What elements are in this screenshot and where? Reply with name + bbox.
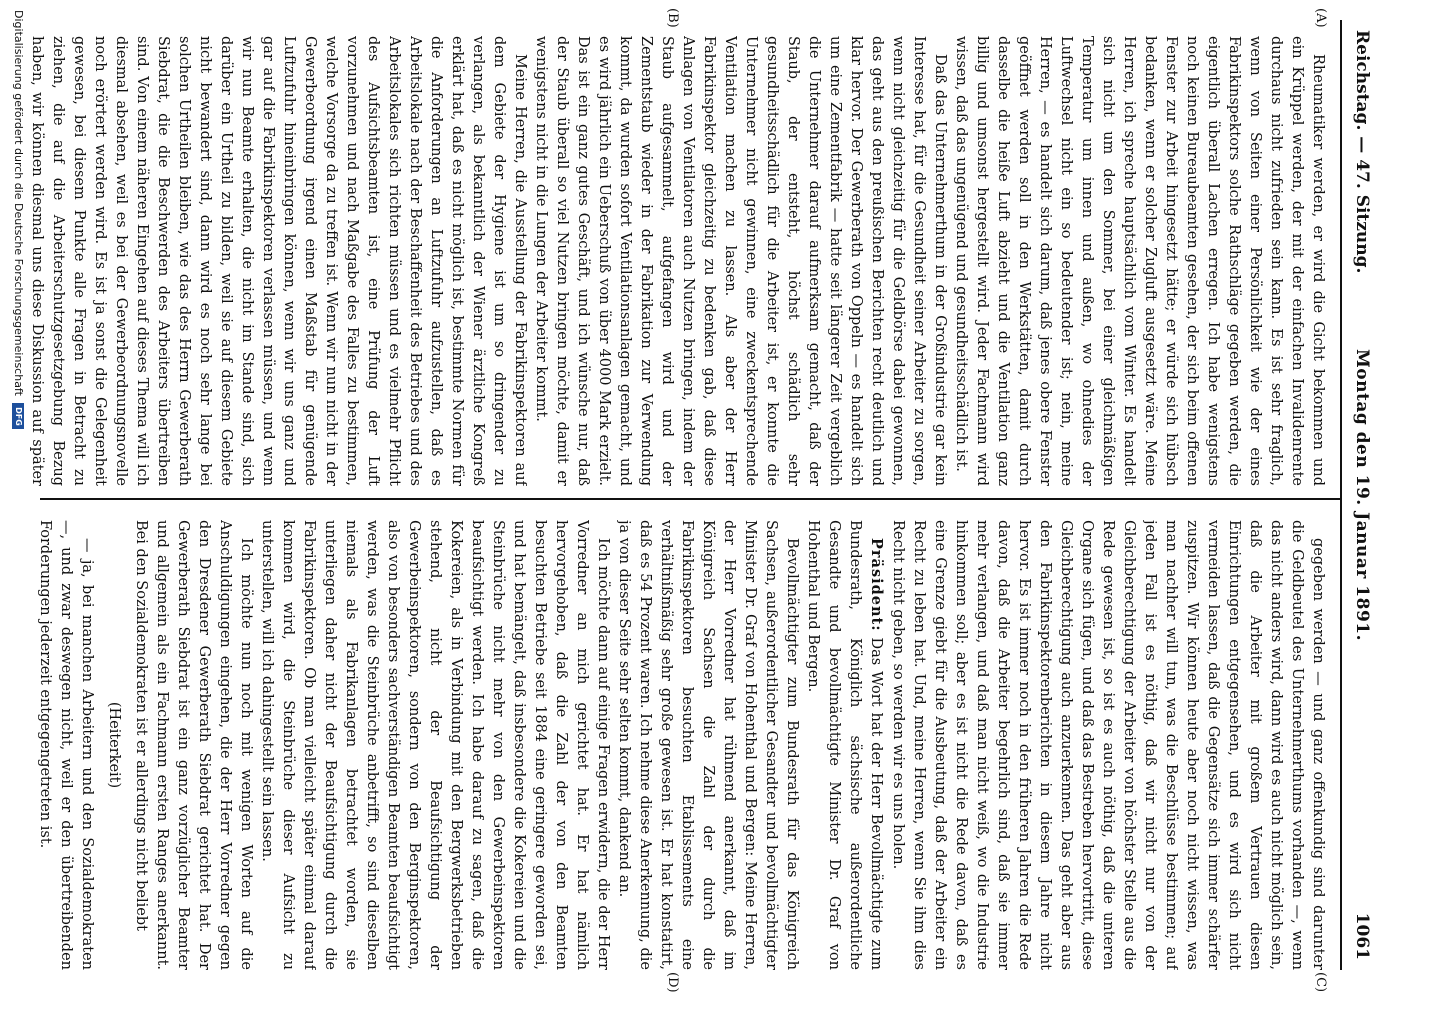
header-session-label: Reichstag. — 47. Sitzung.: [1352, 30, 1372, 274]
margin-mark-c: (C): [1313, 972, 1328, 993]
margin-mark-d: (D): [665, 972, 680, 993]
page-number: 1061: [1352, 912, 1372, 960]
right-column: [28, 520, 1328, 970]
header-date: Montag den 19. Januar 1891.: [1352, 348, 1372, 642]
header-rule: [1340, 20, 1342, 970]
column-divider: [40, 498, 1340, 500]
right-paragraph-5: Ich möchte nun noch mit wenigen Worten auf die Anschuldigungen eingehen, die der Herr Vorredner gegen den Dresdener Gewerberath Siebdrat gerichtet hat. Der Gewerberath Siebdrat ist ein ganz vorzüglicher Beamter und allgemein als ein Fachmann ersten Ranges anerkannt. Bei den Sozialdemokraten ist er allerdings nicht beliebt: [133, 520, 254, 970]
speaker-label: Präsident:: [868, 538, 885, 632]
right-paragraph-1: gegeben werden — und ganz offenkundig sind darunter die Geldbeutel des Unternehmerthums vorhanden —, wenn das nicht anders wird, dann wird es auch nicht möglich sein, daß die Arbeiter mit großem Vertrauen diesen Einrichtungen entgegensehen, und es wird sich nicht vermeiden lassen, daß die Gegensätze sich immer schärfer zuspitzen. Wir können heute aber noch nicht wissen, was man nachher will tun, was die Beschlüsse bestimmen; auf jeden Fall ist es nöthig, daß wir nicht nur von der Gleichberechtigung der Arbeiter von höchster Stelle aus die Rede gewesen ist, so ist es auch nöthig, daß die unteren Organe sich fügen, und daß das Bestreben hervortritt, diese Gleichberechtigung auch anzuerkennen. Das geht aber aus den Fabrikinspektorenberichten in diesem Jahre nicht hervor. Es ist immer noch in den früheren Jahren die Rede davon, daß die Arbeiter begehrlich sind, daß sie immer mehr verlangen, und daß man nicht weiß, wo die Industrie hinkommen soll; aber es ist nicht die Rede davon, daß es eine Grenze giebt für die Ausbeutung, daß der Arbeiter ein Recht zu leben hat. Und, meine Herren, wenn Sie ihm dies Recht nicht geben, so werden wir es uns holen.: [890, 520, 1326, 970]
left-paragraph-3: Meine Herren, die Ausstellung der Fabrikinspektoren auf dem Gebiete der Hygiene ist um so dringender zu verlangen, als bekanntlich der Wiener ärztliche Kongreß erklärt hat, daß es nicht möglich ist, bestimmte Normen für die Anforderungen an Luftzufuhr aufzustellen, daß es Arbeitslokale nach der Beschaffenheit des Betriebes und des Arbeitslokales sich richten müssen und es vielmehr Pflicht des Aufsichtsbeamten ist, eine Prüfung der Luft vorzunehmen und nach Maßgabe des Falles zu bestimmen, welche Vorsorge da zu treffen ist. Wenn wir nun nicht in der Gewerbeordnung irgend einen Maßstab für genügende Luftzufuhr hineinbringen können, wenn wir uns ganz und gar auf die Fabrikinspektoren verlassen müssen, und wenn wir nun Beamte erhalten, die nicht im Stande sind, sich darüber ein Urtheil zu bilden, weil sie auf diesem Gebiete nicht bewandert sind, dann wird es noch sehr lange bei solchen Urtheilen bleiben, wie das des Herrn Gewerberath Siebdrat, die die Beschwerden des Arbeiters übertreiben sind. Von einem näheren Eingehen auf dieses Thema will ich diesmal absehen, weil es bei der Gewerbeordnungsnovelle noch erörtert werden wird. Es ist ja sonst die Gelegenheit gewesen, bei diesem Punkte alle Fragen in Betracht zu ziehen, die auf die Arbeiterschutzgesetzgebung Bezug haben, wir können diesmal uns diese Diskussion auf später: [29, 36, 528, 486]
left-column: [28, 36, 1328, 486]
right-paragraph-2: Präsident: Das Wort hat der Herr Bevollmächtigte zum Bundesrath, Königlich sächsische außerordentliche Gesandte und bevollmächtigte Minister Dr. Graf von Hohenthal und Bergen.: [805, 520, 885, 970]
interjection-heiterkeit: (Heiterkeit): [106, 701, 122, 789]
right-paragraph-6: — ja, bei manchen Arbeitern und den Sozialdemokraten —, und zwar deswegen nicht, weil er den übertreibenden Forderungen jederzeit entgegengetreten ist.: [37, 520, 95, 970]
left-paragraph-1: Rheumatiker werden, er wird die Gicht bekommen und ein Krüppel werden, der mit der einfachen Invalidenrente durchaus nicht zufrieden sein kann. Es ist sehr fraglich, wenn von Seiten einer Persönlichkeit wie der eines Fabrikinspektors solche Rathschläge gegeben werden, die eigentlich überall Lachen erregen. Ich habe wenigstens noch keinen Bureaubeamten gesehen, der sich beim offenen Fenster zur Arbeit hingesetzt hätte; er würde sich hübsch bedanken, wenn er solcher Zugluft ausgesetzt wäre. Meine Herren, ich spreche hauptsächlich vom Winter. Es handelt sich nicht um den Sommer, bei einer gleichmäßigen Temperatur um innen und außen, wo ohnedies der Luftwechsel nicht ein so bedeutender ist; nein, meine Herren, — es handelt sich darum, daß jenes obere Fenster geöffnet werden soll in den Werkstätten, damit durch dasselbe die heiße Luft abzieht und die Ventilation ganz billig und umsonst hergestellt wird. Jeder Fachmann wird wissen, daß das ungenügend und gesundheitsschädlich ist.: [953, 36, 1326, 486]
margin-mark-b: (B): [665, 8, 680, 28]
page-header: [1348, 20, 1376, 970]
dfg-logo: DFG: [12, 403, 24, 429]
right-paragraph-3: Bevollmächtigter zum Bundesrath für das Königreich Sachsen, außerordentlicher Gesandter und bevollmächtigter Minister Dr. Graf von Hohenthal und Bergen: Meine Herren, der Herr Vorredner hat rühmend anerkannt, daß im Königreich Sachsen die Zahl der durch die Fabrikinspektoren besuchten Etablissements eine verhältnißmäßig sehr große gewesen ist. Er hat konstatirt, daß es 54 Prozent waren. Ich nehme diese Anerkennung, die ja von dieser Seite sehr selten kommt, dankend an.: [616, 520, 800, 970]
credit-text: Digitalisierung gefördert durch die Deutsche Forschungsgemeinschaft: [12, 10, 25, 396]
right-paragraph-4: Ich möchte dann auf einige Fragen erwidern, die der Herr Vorredner an mich gerichtet hat. Er hat nämlich hervorgehoben, daß die Zahl der von den Beamten besuchten Betriebe seit 1884 eine geringere geworden sei, und hat bemängelt, daß insbesondere die Kokereien und die Steinbrüche nicht mehr von den Gewerbeinspektoren beaufsichtigt werden. Ich habe darauf zu sagen, daß die Kokereien, als in Verbindung mit den Bergwerksbetrieben stehend, nicht der Beaufsichtigung der Gewerbeinspektoren, sondern von den Berginspektoren, also von besonders sachverständigen Beamten beaufsichtigt werden, was die Steinbrüche anbetrifft, so sind dieselben niemals als Fabrikanlagen betrachtet worden, sie unterliegen daher nicht der Beaufsichtigung durch die Fabrikinspektoren. Ob man vielleicht später einmal darauf kommen wird, die Steinbrüche dieser Aufsicht zu unterstellen, will ich dahingestellt sein lassen.: [259, 520, 611, 970]
digitization-credit: [3, 0, 25, 1010]
margin-mark-a: (A): [1313, 8, 1328, 28]
left-paragraph-2: Daß das Unternehmerthum in der Großindustrie gar kein Interesse hat, für die Gesundheit seiner Arbeiter zu sorgen, wenn nicht gleichzeitig für die Geldbörse dabei gewonnen, das geht aus den preußischen Berichten recht deutlich und klar hervor. Der Gewerberath von Oppeln — es handelt sich um eine Zementfabrik — hatte seit längerer Zeit vergeblich die Unternehmer darauf aufmerksam gemacht, daß der Staub, der entsteht, höchst schädlich sehr gesundheitsschädlich für die Arbeiter ist, er konnte die Unternehmer nicht gewinnen, eine zweckentsprechende Ventilation machen zu lassen. Als aber der Herr Fabrikinspektor gleichzeitig zu bedenken gab, daß diese Anlagen von Ventilatoren auch Nutzen bringen, indem der Staub aufgesammelt, aufgefangen wird und der Zementstaub wieder in der Fabrikation zur Verwendung kommt, da wurden sofort Ventilationsanlagen gemacht, und es wird jährlich ein Ueberschuß von über 4000 Mark erzielt. Das ist ein ganz gutes Geschäft, und ich wünsche nur, daß der Staub überall so viel Nutzen bringen möchte, damit er wenigstens nicht in die Lungen der Arbeiter kommt.: [533, 36, 948, 486]
